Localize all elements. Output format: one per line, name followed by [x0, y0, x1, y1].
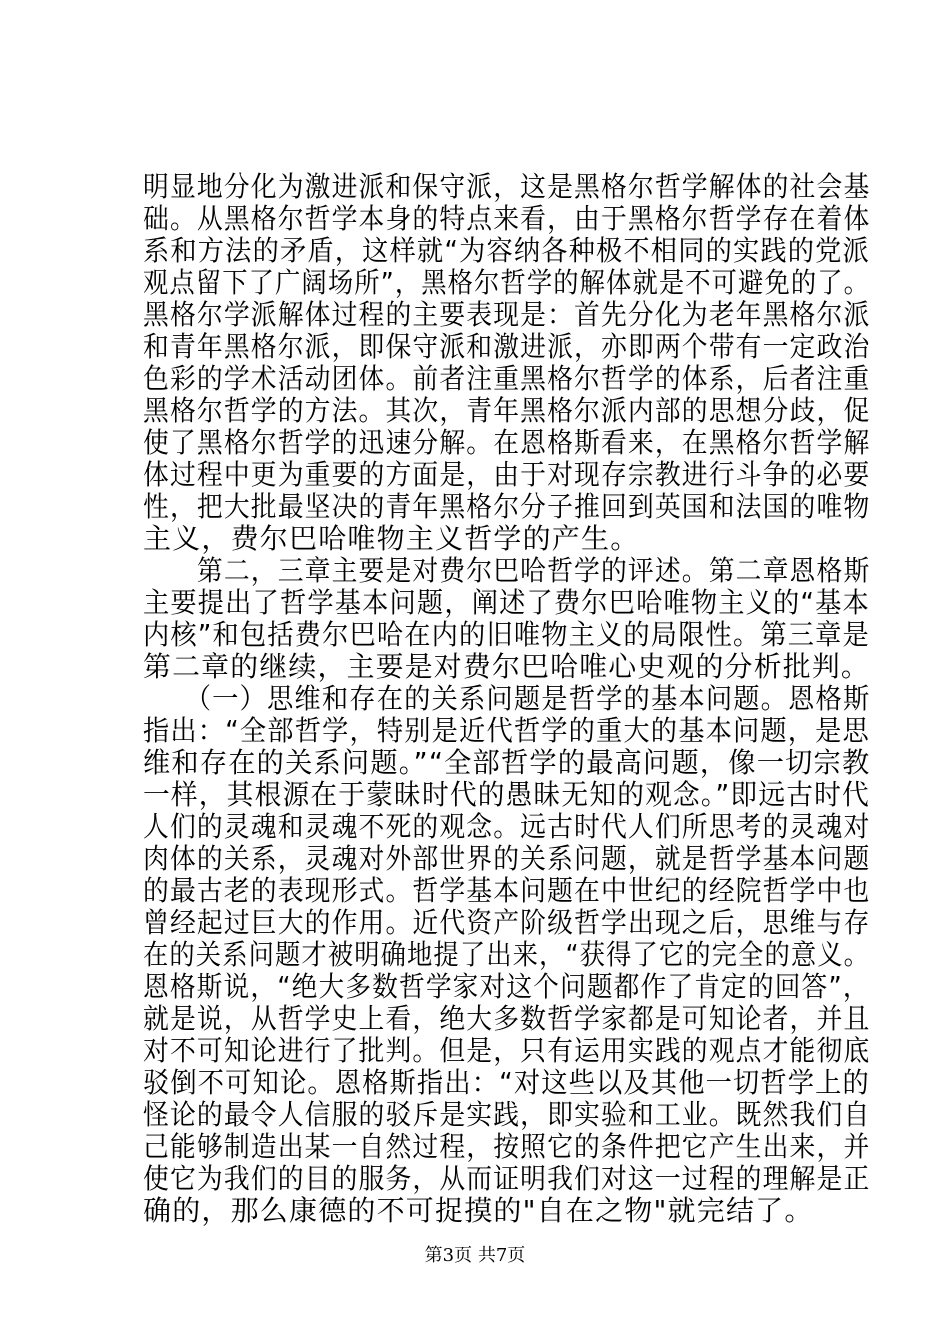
text-line: 肉体的关系，灵魂对外部世界的关系问题，就是哲学基本问题: [143, 842, 871, 875]
text-line: 维和存在的关系问题。”“全部哲学的最高问题，像一切宗教: [143, 746, 871, 779]
text-line: 观点留下了广阔场所”，黑格尔哲学的解体就是不可避免的了。: [143, 266, 871, 299]
text-line: 就是说，从哲学史上看，绝大多数哲学家都是可知论者，并且: [143, 1002, 871, 1035]
text-line: 黑格尔学派解体过程的主要表现是：首先分化为老年黑格尔派: [143, 298, 871, 331]
text-line: 主义，费尔巴哈唯物主义哲学的产生。: [143, 522, 640, 555]
text-line: 恩格斯说，“绝大多数哲学家对这个问题都作了肯定的回答”，: [143, 970, 870, 1003]
text-line: （一）思维和存在的关系问题是哲学的基本问题。恩格斯: [143, 682, 871, 715]
text-line: 对不可知论进行了批判。但是，只有运用实践的观点才能彻底: [143, 1034, 871, 1067]
text-line: 己能够制造出某一自然过程，按照它的条件把它产生出来，并: [143, 1130, 871, 1163]
text-line: 第二，三章主要是对费尔巴哈哲学的评述。第二章恩格斯: [143, 554, 871, 587]
text-line: 确的，那么康德的不可捉摸的"自在之物"就完结了。: [143, 1194, 814, 1227]
text-line: 使它为我们的目的服务，从而证明我们对这一过程的理解是正: [143, 1162, 871, 1195]
text-line: 第二章的继续，主要是对费尔巴哈唯心史观的分析批判。: [143, 650, 871, 683]
text-line: 在的关系问题才被明确地提了出来，“获得了它的完全的意义。: [143, 938, 871, 971]
text-line: 人们的灵魂和灵魂不死的观念。远古时代人们所思考的灵魂对: [143, 810, 871, 843]
text-line: 内核”和包括费尔巴哈在内的旧唯物主义的局限性。第三章是: [143, 618, 870, 651]
text-line: 使了黑格尔哲学的迅速分解。在恩格斯看来，在黑格尔哲学解: [143, 426, 871, 459]
text-line: 驳倒不可知论。恩格斯指出：“对这些以及其他一切哲学上的: [143, 1066, 870, 1099]
text-line: 体过程中更为重要的方面是，由于对现存宗教进行斗争的必要: [143, 458, 871, 491]
text-line: 指出：“全部哲学，特别是近代哲学的重大的基本问题，是思: [143, 714, 870, 747]
text-line: 怪论的最令人信服的驳斥是实践，即实验和工业。既然我们自: [143, 1098, 871, 1131]
text-line: 黑格尔哲学的方法。其次，青年黑格尔派内部的思想分歧，促: [143, 394, 871, 427]
text-line: 系和方法的矛盾，这样就“为容纳各种极不相同的实践的党派: [143, 234, 870, 267]
text-line: 和青年黑格尔派，即保守派和激进派，亦即两个带有一定政治: [143, 330, 871, 363]
text-line: 础。从黑格尔哲学本身的特点来看，由于黑格尔哲学存在着体: [143, 202, 871, 235]
text-line: 主要提出了哲学基本问题，阐述了费尔巴哈唯物主义的“基本: [143, 586, 870, 619]
text-line: 明显地分化为激进派和保守派，这是黑格尔哲学解体的社会基: [143, 170, 871, 203]
text-line: 色彩的学术活动团体。前者注重黑格尔哲学的体系，后者注重: [143, 362, 871, 395]
page-number: 第3页 共7页: [424, 1245, 526, 1266]
text-line: 的最古老的表现形式。哲学基本问题在中世纪的经院哲学中也: [143, 874, 871, 907]
text-line: 性，把大批最坚决的青年黑格尔分子推回到英国和法国的唯物: [143, 490, 871, 523]
text-line: 一样，其根源在于蒙昧时代的愚昧无知的观念。”即远古时代: [143, 778, 870, 811]
text-line: 曾经起过巨大的作用。近代资产阶级哲学出现之后，思维与存: [143, 906, 871, 939]
